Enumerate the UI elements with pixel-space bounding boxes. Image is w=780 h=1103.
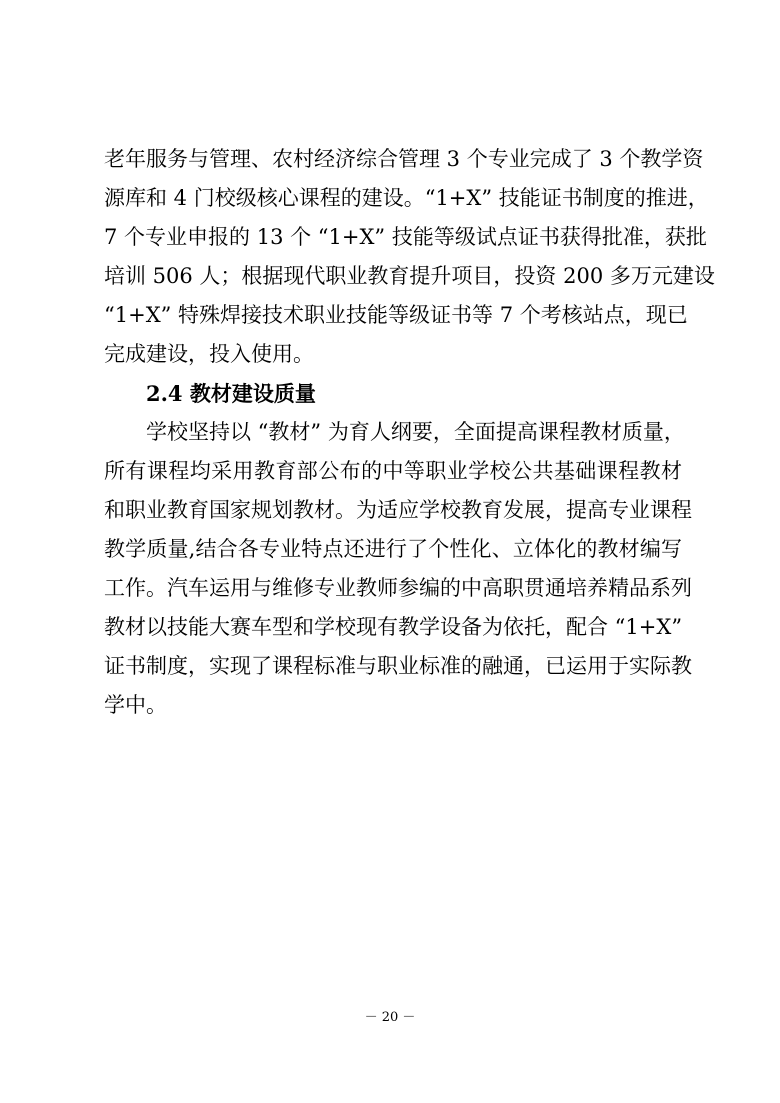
paragraph-line: 和职业教育国家规划教材。为适应学校教育发展，提高专业课程 bbox=[104, 498, 692, 522]
paragraph-line: 教学质量,结合各专业特点还进行了个性化、立体化的教材编写 bbox=[104, 537, 682, 561]
paragraph-line: 7 个专业申报的 13 个 “1+X” 技能等级试点证书获得批准，获批 bbox=[104, 225, 707, 249]
paragraph-line: 工作。汽车运用与维修专业教师参编的中高职贯通培养精品系列 bbox=[104, 576, 692, 600]
paragraph-line: 证书制度，实现了课程标准与职业标准的融通，已运用于实际教 bbox=[104, 654, 692, 678]
paragraph-line: 源库和 4 门校级核心课程的建设。“1+X” 技能证书制度的推进， bbox=[104, 186, 709, 210]
paragraph-line: 教材以技能大赛车型和学校现有教学设备为依托，配合 “1+X” bbox=[104, 615, 683, 639]
section-heading: 2.4 教材建设质量 bbox=[146, 381, 316, 406]
body-text bbox=[104, 140, 715, 725]
page-number: － 20 － bbox=[364, 1010, 416, 1025]
paragraph-line: 学中。 bbox=[104, 693, 167, 717]
paragraph-line: 所有课程均采用教育部公布的中等职业学校公共基础课程教材 bbox=[104, 459, 682, 483]
paragraph-line: “1+X” 特殊焊接技术职业技能等级证书等 7 个考核站点，现已 bbox=[104, 303, 688, 327]
paragraph-line: 老年服务与管理、农村经济综合管理 3 个专业完成了 3 个教学资 bbox=[104, 147, 704, 171]
paragraph-line: 完成建设，投入使用。 bbox=[104, 342, 314, 366]
paragraph-line: 培训 506 人；根据现代职业教育提升项目，投资 200 多万元建设 bbox=[104, 264, 715, 288]
paragraph-line: 学校坚持以 “教材” 为育人纲要，全面提高课程教材质量， bbox=[146, 420, 685, 444]
